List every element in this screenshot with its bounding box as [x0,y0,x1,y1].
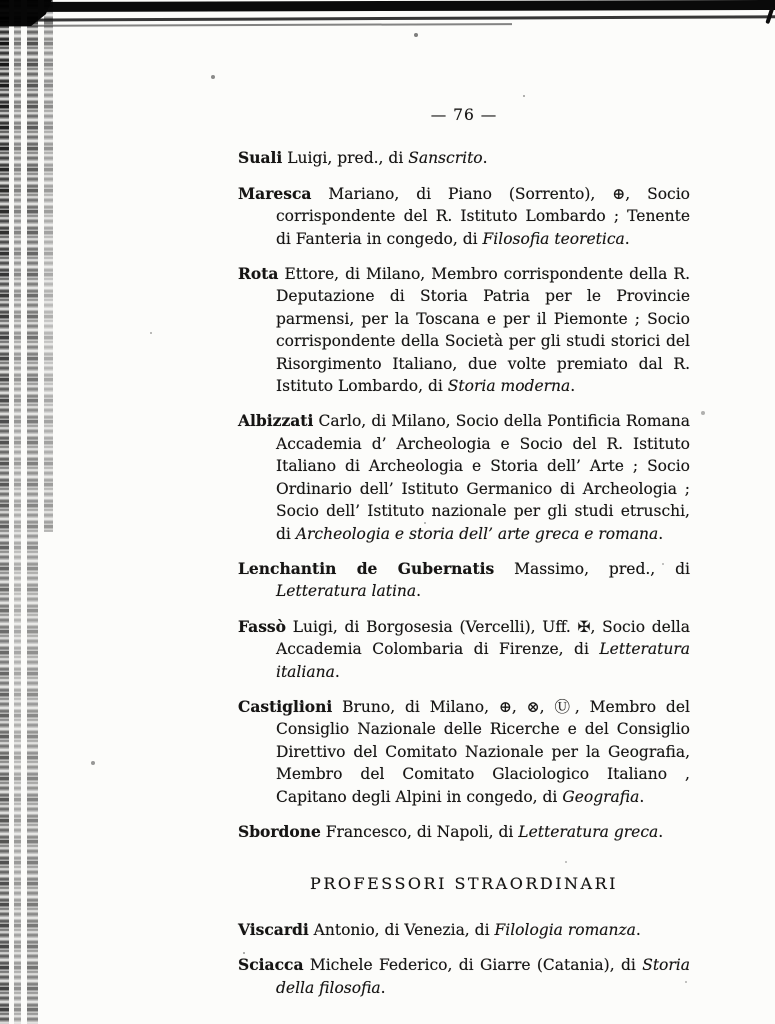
entry-body: Bruno, di Milano, ⊕, ⊗, Ⓤ, Membro del Consiglio Nazionale delle Ricerche e del Consiglio Direttivo del Comitato Nazionale per la Geografia, Membro del Comitato Glaciologico Italiano , Capitano degli Alpini in congedo, di [276,697,690,806]
scan-artifact-top-line-faint [0,23,512,27]
entry-subject: Storia della filosofia [276,956,690,997]
entry-albizzati [238,410,690,544]
entry-subject: Filologia romanza [494,920,636,939]
scan-artifact-book-edge-stripe [44,0,53,532]
entry-viscardi [238,919,690,941]
entry-end: . [624,229,630,248]
entry-end: . [658,524,664,543]
scan-artifact-specks [0,0,2,2]
entry-end: . [570,377,576,396]
entry-surname: Fassò [238,616,286,636]
entry-sciacca [238,954,690,999]
section-heading: PROFESSORI STRAORDINARI [310,874,618,894]
entry-subject: Storia moderna [447,377,571,396]
entry-surname: Castiglioni [238,696,333,716]
entry-body: Carlo, di Milano, Socio della Pontificia Romana Accademia d’ Archeologia e Socio del R. Istituto Italiano di Archeologia e Storia dell’ Arte ; Socio Ordinario dell’ Istituto Germanico di Archeologia ; Socio dell’ Istituto nazionale per gli studi etruschi, di [276,412,690,543]
scan-artifact-book-edge-stripe [0,0,9,1024]
entry-subject: Filosofia teoretica [482,229,625,248]
entry-end: . [380,978,386,997]
entry-body: Luigi, pred., di [282,149,409,168]
entry-body: Luigi, di Borgosesia (Vercelli), Uff. ✠, Socio della Accademia Colombaria di Firenze, di [276,617,690,659]
entry-surname: Rota [238,264,279,284]
entry-subject: Letteratura italiana [276,640,690,681]
entry-subject: Letteratura greca [518,822,659,841]
entry-surname: Maresca [238,183,312,203]
entry-body: Francesco, di Napoli, di [320,822,519,841]
entry-subject: Geografia [562,787,640,806]
entry-surname: Suali [238,148,283,168]
entry-maresca [238,183,690,250]
entry-end: . [639,787,645,806]
entry-surname: Albizzati [238,411,314,431]
entry-end: . [658,822,664,841]
entry-subject: Letteratura latina [276,582,417,601]
entry-body: Massimo, pred., di [494,559,690,578]
scan-artifact-book-edge-stripe [14,0,21,1024]
entry-end: . [635,920,641,939]
entry-castiglioni [238,696,690,808]
entry-subject: Sanscrito [408,149,483,168]
scan-artifact-book-edge-stripe [27,0,38,1024]
scan-artifact-top-line [0,15,775,21]
entry-body: Mariano, di Piano (Sorrento), ⊕, Socio corrispondente del R. Istituto Lombardo ; Tenente di Fanteria in congedo, di [276,184,690,248]
entry-surname: Viscardi [238,919,309,939]
entry-end: . [416,582,422,601]
page-content [238,104,690,1012]
page-number: — 76 — [430,106,498,124]
entry-body: Antonio, di Venezia, di [308,920,495,939]
entry-rota [238,263,690,397]
entry-body: Ettore, di Milano, Membro corrispondente della R. Deputazione di Storia Patria per le Provincie parmensi, per la Toscana e per il Piemonte ; Socio corrispondente della Società per gli studi storici del Risorgimento Italiano, due volte premiato dal R. Istituto Lombardo, di [276,265,690,396]
entry-surname: Sbordone [238,821,321,841]
entry-suali [238,147,690,169]
scan-artifact-top-bar [0,0,775,12]
entry-surname: Lenchantin de Gubernatis [238,558,495,578]
entry-surname: Sciacca [238,955,304,975]
entry-lenchantin [238,558,690,603]
entry-end: . [482,149,488,168]
entry-subject: Archeologia e storia dell’ arte greca e romana [295,524,659,543]
entry-body: Michele Federico, di Giarre (Catania), di [303,956,643,975]
entry-sbordone [238,821,690,843]
entry-fasso [238,616,690,683]
entry-end: . [334,662,340,681]
